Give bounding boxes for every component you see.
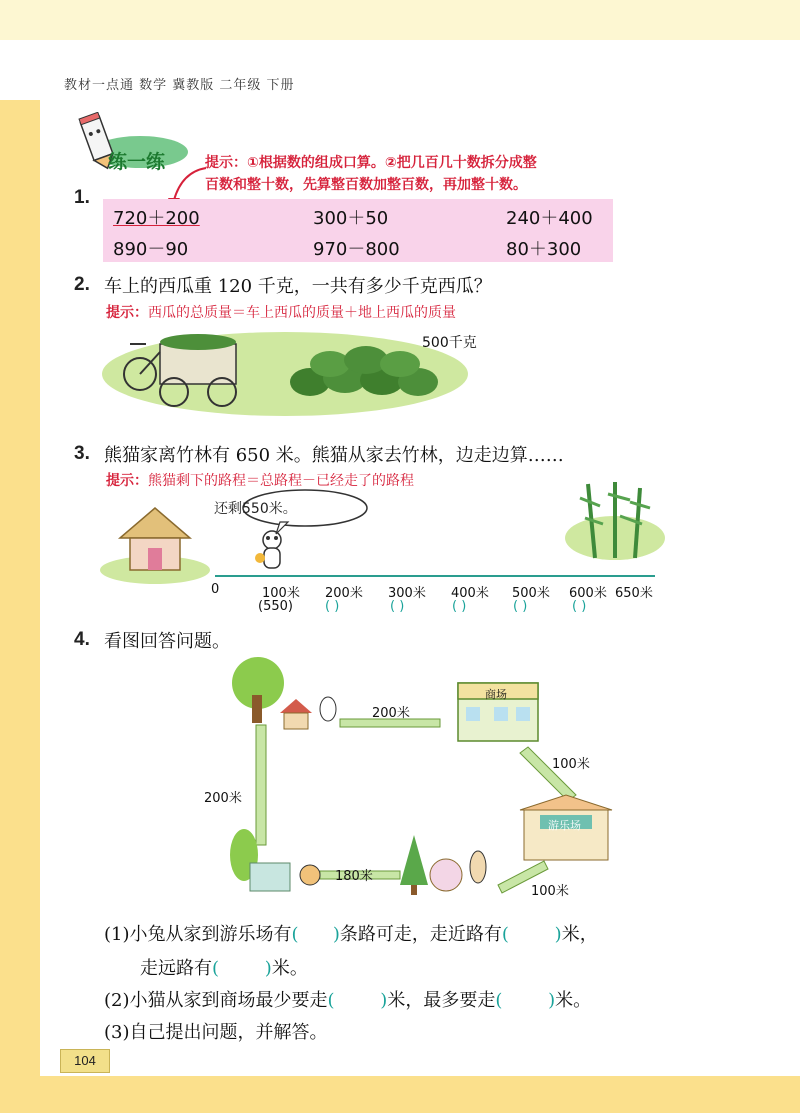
- top-band: [0, 0, 800, 40]
- answer-blank-1[interactable]: (550): [258, 599, 293, 614]
- q3-question: 熊猫家离竹林有 650 米。熊猫从家去竹林，边走边算……: [104, 445, 564, 466]
- blank-max-distance[interactable]: ( ): [495, 990, 556, 1011]
- q3-hint-label: 提示：: [106, 473, 148, 489]
- q1-item-1: 720＋200: [113, 208, 200, 229]
- q4-sub2-b: 米，最多要走: [387, 990, 496, 1011]
- road-label-bottom: 180米: [335, 869, 373, 884]
- answer-blank-6[interactable]: ( ): [572, 599, 587, 614]
- q2-number: 2.: [74, 274, 90, 295]
- q4-question: 看图回答问题。: [104, 631, 230, 652]
- q2-question: 车上的西瓜重 120 千克，一共有多少千克西瓜？: [104, 276, 492, 297]
- q4-sub1-d: 走远路有: [140, 958, 212, 979]
- blank-long-route[interactable]: ( ): [212, 958, 272, 979]
- q4-sub2-a: (2)小猫从家到商场最少要走: [104, 990, 328, 1011]
- blank-short-route[interactable]: ( ): [501, 924, 562, 945]
- answer-blank-3[interactable]: ( ): [390, 599, 405, 614]
- q4-sub3: (3)自己提出问题，并解答。: [104, 1022, 328, 1043]
- q1-item-6: 80＋300: [506, 239, 582, 260]
- q2-hint: 西瓜的总质量＝车上西瓜的质量＋地上西瓜的质量: [148, 305, 456, 321]
- road-label-right-top: 100米: [552, 757, 590, 772]
- tick-label-600: 600米: [569, 586, 607, 601]
- running-header: 教材一点通 数学 冀教版 二年级 下册: [64, 78, 295, 93]
- shop-sign: 商场: [485, 688, 507, 701]
- q4-sub2: [104, 986, 591, 1012]
- q3-hint: 熊猫剩下的路程＝总路程－已经走了的路程: [148, 473, 414, 489]
- q3-number: 3.: [74, 443, 90, 464]
- watermelon-illustration: [100, 322, 470, 422]
- panda-route-illustration: [100, 478, 670, 588]
- q1-number: 1.: [74, 187, 90, 208]
- section-title: 练一练: [108, 151, 166, 173]
- q4-sub1-line2: [140, 954, 308, 980]
- q1-item-2: 300＋50: [313, 208, 389, 229]
- answer-blank-2[interactable]: ( ): [325, 599, 340, 614]
- q2-hint-label: 提示：: [106, 305, 148, 321]
- tick-label-300: 300米: [388, 586, 426, 601]
- q4-sub1-e: 米。: [271, 958, 308, 979]
- tick-label-650: 650米: [615, 586, 653, 601]
- blank-route-count[interactable]: ( ): [291, 924, 340, 945]
- q4-sub1-c: 米，: [561, 924, 598, 945]
- panda-speech-bubble: 还剩550米。: [214, 501, 297, 517]
- q1-item-4: 890－90: [113, 239, 189, 260]
- park-sign: 游乐场: [548, 819, 581, 832]
- q1-item-3: 240＋400: [506, 208, 593, 229]
- road-label-top: 200米: [372, 706, 410, 721]
- tick-label-500: 500米: [512, 586, 550, 601]
- tick-label-400: 400米: [451, 586, 489, 601]
- q4-number: 4.: [74, 629, 90, 650]
- q4-sub1-b: 条路可走，走近路有: [339, 924, 502, 945]
- answer-blank-5[interactable]: ( ): [513, 599, 528, 614]
- tick-label-200: 200米: [325, 586, 363, 601]
- route-map-illustration: [200, 655, 640, 915]
- q1-hint-line2: 百数和整十数，先算整百数加整百数，再加整十数。: [205, 177, 527, 193]
- answer-blank-4[interactable]: ( ): [452, 599, 467, 614]
- blank-min-distance[interactable]: ( ): [327, 990, 388, 1011]
- road-label-left: 200米: [204, 791, 242, 806]
- q4-sub1-line1: [104, 920, 598, 946]
- watermelon-weight-label: 500千克: [422, 335, 477, 351]
- tick-label-0: 0: [211, 582, 220, 597]
- q1-hint-line1: 提示：①根据数的组成口算。②把几百几十数拆分成整: [205, 155, 537, 171]
- q4-sub1-a: (1)小兔从家到游乐场有: [104, 924, 292, 945]
- q1-item-5: 970－800: [313, 239, 400, 260]
- page-number: 104: [60, 1049, 110, 1073]
- q4-sub2-c: 米。: [555, 990, 592, 1011]
- road-label-right-bottom: 100米: [531, 884, 569, 899]
- tick-label-100: 100米: [262, 586, 300, 601]
- left-margin-band: [0, 100, 40, 1113]
- bottom-band: [0, 1076, 800, 1113]
